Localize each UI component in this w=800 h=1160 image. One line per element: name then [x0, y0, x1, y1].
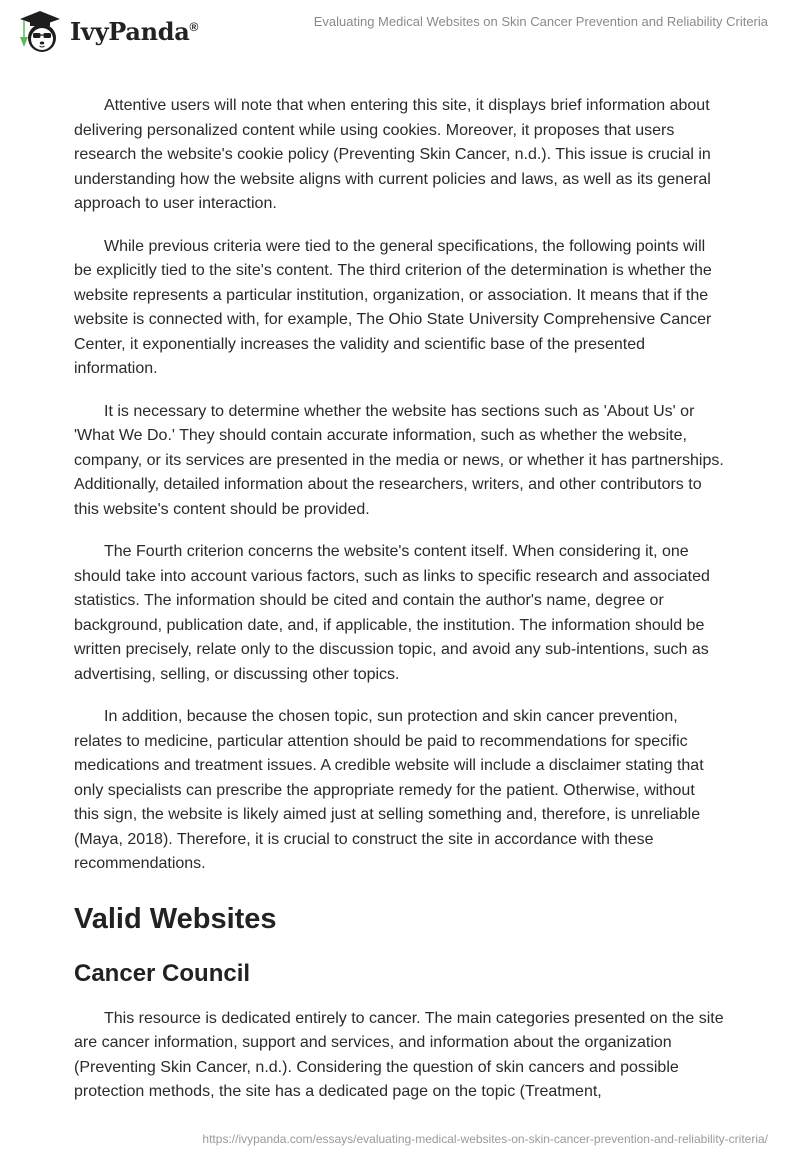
article-body [74, 94, 724, 1123]
paragraph-third-criterion: While previous criteria were tied to the general specifications, the following points will be explicitly tied to the site's content. The third criterion of the determination is whether the website represents a particular institution, organization, or association. It means that if the website is connected with, for example, The Ohio State University Comprehensive Cancer Center, it exponentially increases the validity and scientific base of the presented information. [74, 237, 712, 377]
subsection-heading-cancer-council: Cancer Council [74, 959, 251, 987]
ivypanda-logo[interactable] [16, 7, 198, 55]
paragraph-cancer-council: This resource is dedicated entirely to cancer. The main categories presented on the site are cancer information, support and services, and information about the organization (Preventing Skin Cancer, n.d.). Considering the question of skin cancers and possible protection methods, the site has a dedicated page on the topic (Treatment, [74, 1009, 724, 1100]
source-url[interactable]: https://ivypanda.com/essays/evaluating-medical-websites-on-skin-cancer-prevention-and-reliability-criteria/ [202, 1132, 768, 1146]
panda-graduate-icon [16, 7, 64, 55]
section-heading-valid-websites: Valid Websites [74, 902, 277, 935]
page-header [0, 0, 800, 60]
document-title: Evaluating Medical Websites on Skin Cancer Prevention and Reliability Criteria [313, 14, 768, 29]
paragraph-fourth-criterion: The Fourth criterion concerns the website's content itself. When considering it, one should take into account various factors, such as links to specific research and associated statistics. The information should be cited and contain the author's name, degree or background, publication date, and, if applicable, the institution. The information should be written precisely, relate only to the discussion topic, and avoid any sub-intentions, such as advertising, selling, or discussing other topics. [74, 543, 710, 683]
brand-name: IvyPanda® [70, 16, 198, 46]
paragraph-cookie-policy: Attentive users will note that when entering this site, it displays brief information about delivering personalized content while using cookies. Moreover, it proposes that users research the website's cookie policy (Preventing Skin Cancer, n.d.). This issue is crucial in understanding how the website aligns with current policies and laws, as well as its general approach to user interaction. [74, 97, 711, 212]
paragraph-about-us-sections: It is necessary to determine whether the website has sections such as 'About Us' or 'What We Do.' They should contain accurate information, such as whether the website, company, or its services are presented in the media or news, or whether it has partnerships. Additionally, detailed information about the researchers, writers, and other contributors to this website's content should be provided. [74, 402, 724, 518]
paragraph-medical-disclaimer: In addition, because the chosen topic, sun protection and skin cancer prevention, relates to medicine, particular attention should be paid to recommendations for specific medications and treatment issues. A credible website will include a disclaimer stating that only specialists can prescribe the appropriate remedy for the patient. Otherwise, without this sign, the website is likely aimed just at selling something and, therefore, is unreliable (Maya, 2018). Therefore, it is crucial to construct the site in accordance with these recommendations. [74, 708, 704, 872]
